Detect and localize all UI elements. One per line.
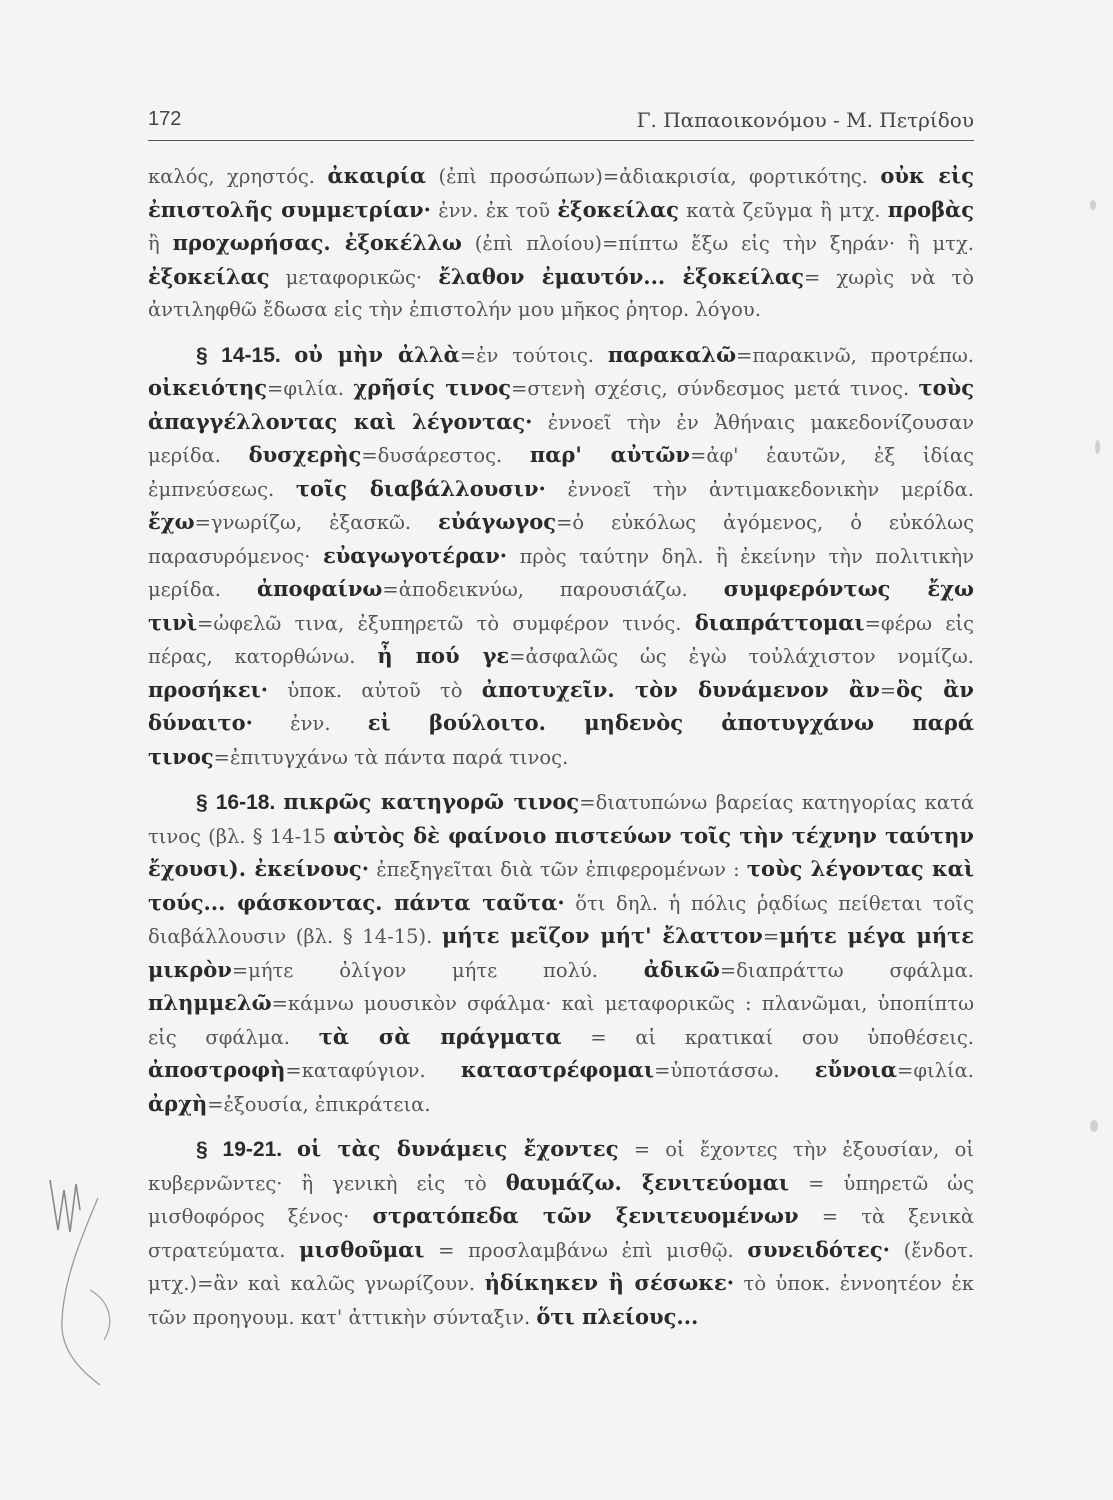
headword: θαυμάζω. ξενιτεύομαι	[505, 1169, 790, 1195]
gloss-text: =ὠφελῶ τινα, ἐξυπηρετῶ τὸ συμφέρον τινός.	[197, 611, 695, 635]
gloss-text: = ὑπηρετῶ ὡς μισθοφόρος ξένος·	[148, 1171, 974, 1228]
gloss-text: =καταφύγιον.	[285, 1059, 461, 1082]
headword: ἀδικῶ	[643, 956, 720, 982]
headword: ἠδίκηκεν ἢ σέσωκε·	[484, 1270, 735, 1295]
headword: ὅτι πλείους...	[536, 1303, 699, 1329]
gloss-text: =φιλία.	[267, 377, 354, 400]
headword: συμφερόντως ἔχω τινὶ	[148, 576, 974, 635]
gloss-text: =παρακινῶ, προτρέπω.	[736, 343, 974, 367]
section-reference: § 14-15.	[196, 343, 295, 367]
headword: προβὰς	[887, 196, 974, 222]
gloss-text: ἐννοεῖ τὴν ἀντιμακεδονικὴν μερίδα.	[545, 477, 974, 501]
paragraph-section-14-15	[148, 339, 974, 775]
gloss-text: =διαπράττω σφάλμα.	[719, 958, 974, 982]
headword: προσήκει·	[148, 676, 269, 702]
headword: τοὺς ἀπαγγέλλοντας καὶ λέγοντας·	[148, 375, 974, 434]
gloss-text: ὑποκ. αὐτοῦ τὸ	[268, 678, 482, 702]
gloss-text: ἐννοεῖ τὴν ἐν Ἀθήναις μακεδονίζουσαν μερίδα.	[148, 410, 975, 467]
headword: ἔλαθον ἐμαυτόν... ἐξοκείλας	[438, 263, 805, 289]
gloss-text: = οἱ ἔχοντες τὴν ἐξουσίαν, οἱ κυβερνῶντες· ἢ γενικὴ εἰς τὸ	[148, 1138, 974, 1195]
headword: μήτε μεῖζον μήτ' ἔλαττον	[442, 923, 763, 948]
gloss-text: ἐνν. ἐκ τοῦ	[430, 198, 558, 222]
scan-smudge	[1090, 200, 1096, 210]
headword: ἀρχὴ	[148, 1090, 208, 1116]
headword: οὐκ εἰς ἐπιστολῆς συμμετρίαν·	[148, 163, 974, 222]
headword: ἀποφαίνω	[256, 576, 383, 601]
gloss-text: κατὰ ζεῦγμα ἢ μτχ.	[678, 198, 888, 222]
headword: πλημμελῶ	[148, 990, 272, 1015]
gloss-text: = τὰ ξενικὰ στρατεύματα.	[148, 1205, 974, 1262]
headword: ἐξοκείλας	[148, 263, 270, 289]
gloss-text: (ἐπὶ πλοίου)=πίπτω ἔξω εἰς τὴν ξηράν· ἢ μτχ.	[461, 232, 974, 255]
headword: χρῆσίς τινος	[353, 375, 511, 400]
paragraph-section-19-21	[148, 1133, 974, 1334]
headword: τὰ σὰ πράγματα	[318, 1023, 562, 1049]
paragraph-1	[148, 160, 974, 327]
headword: οἰκειότης	[148, 375, 268, 400]
gloss-text: =διατυπώνω βαρείας κατηγορίας κατά τινος (βλ. § 14-15	[148, 791, 974, 848]
gloss-text: τὸ ὑποκ. ἐννοητέον ἐκ τῶν προηγουμ. κατ' ἀττικὴν σύνταξιν.	[148, 1272, 974, 1329]
headword: εὔνοια	[814, 1057, 897, 1082]
gloss-text: ἐπεξηγεῖται διὰ τῶν ἐπιφερομένων :	[369, 858, 747, 881]
gloss-text: μεταφορικῶς·	[269, 265, 439, 289]
commentary-body	[148, 160, 974, 1346]
headword: ἀποτυχεῖν. τὸν δυνάμενον ἂν	[481, 676, 880, 702]
headword: αὐτὸς δὲ φαίνοιο πιστεύων τοῖς τὴν τέχνην ταύτην ἔχουσι). ἐκείνους·	[148, 822, 974, 881]
gloss-text: = προσλαμβάνω ἐπὶ μισθῷ.	[424, 1238, 748, 1262]
headword: μήτε μέγα μήτε μικρὸν	[148, 923, 975, 982]
gloss-text: (ἔνδοτ. μτχ.)=ἂν καὶ καλῶς γνωρίζουν.	[148, 1238, 974, 1295]
section-reference: § 16-18.	[196, 791, 284, 814]
gloss-text: =	[762, 925, 780, 948]
headword: καταστρέφομαι	[460, 1057, 655, 1082]
running-head: Γ. Παπαοικονόμου - Μ. Πετρίδου	[636, 108, 974, 132]
headword: τοῖς διαβάλλουσιν·	[295, 475, 546, 501]
headword: ἐξοκείλας	[557, 196, 679, 222]
headword: συνειδότες·	[747, 1236, 890, 1262]
scan-smudge	[1095, 440, 1100, 454]
headword: προχωρήσας. ἐξοκέλλω	[172, 230, 462, 255]
section-reference: § 19-21.	[196, 1138, 297, 1161]
headword: δυσχερὴς	[248, 442, 362, 467]
headword: ἀκαιρία	[327, 163, 426, 188]
headword: διαπράττομαι	[694, 609, 865, 635]
headword: πικρῶς κατηγορῶ τινος	[283, 789, 580, 814]
gloss-text: πρὸς ταύτην δηλ. ἢ ἐκείνην τὴν πολιτικὴν μερίδα.	[148, 544, 974, 601]
gloss-text: ἐνν.	[252, 712, 368, 735]
gloss-text: =ὁ εὐκόλως ἀγόμενος, ὁ εὐκόλως παρασυρόμενος·	[148, 511, 974, 568]
gloss-text: =στενὴ σχέσις, σύνδεσμος μετά τινος.	[510, 377, 919, 400]
headword: ἔχω	[148, 509, 195, 534]
gloss-text: =φιλία.	[896, 1059, 974, 1082]
gloss-text: =	[879, 678, 897, 702]
gloss-text: =ἀσφαλῶς ὡς ἐγὼ τοὐλάχιστον νομίζω.	[509, 645, 975, 668]
scan-smudge	[1090, 1120, 1098, 1132]
headword: ὃς ἂν δύναιτο·	[148, 676, 974, 735]
headword: εὐάγωγος	[438, 509, 557, 534]
headword: ἀποστροφὴ	[148, 1057, 286, 1082]
gloss-text: =ἐξουσία, ἐπικράτεια.	[207, 1092, 431, 1116]
page-header	[148, 108, 974, 141]
gloss-text: =ἀποδεικνύω, παρουσιάζω.	[382, 578, 724, 601]
gloss-text: =ἀφ' ἑαυτῶν, ἐξ ἰδίας ἐμπνεύσεως.	[148, 444, 974, 501]
margin-pencil-sketch	[20, 1170, 140, 1400]
gloss-text: ἢ	[148, 232, 173, 255]
gloss-text: =μήτε ὀλίγον μήτε πολύ.	[231, 958, 644, 982]
gloss-text: =δυσάρεστος.	[361, 444, 530, 467]
headword: οὐ μὴν ἀλλὰ	[294, 341, 460, 367]
gloss-text: = χωρὶς νὰ τὸ ἀντιληφθῶ ἔδωσα εἰς τὴν ἐπιστολήν μου μῆκος ῥητορ. λόγου.	[148, 265, 975, 321]
gloss-text: = αἱ κρατικαί σου ὑποθέσεις.	[561, 1025, 974, 1049]
headword: μισθοῦμαι	[299, 1236, 425, 1262]
headword: ἦ πού γε	[377, 643, 510, 668]
gloss-text: =φέρω εἰς πέρας, κατορθώνω.	[148, 611, 975, 668]
page-number: 172	[148, 108, 182, 130]
paragraph-section-16-18	[148, 786, 974, 1121]
gloss-text: =κάμνω μουσικὸν σφάλμα· καὶ μεταφορικῶς : πλανῶμαι, ὑποπίπτω εἰς σφάλμα.	[148, 992, 974, 1049]
headword: εὐαγωγοτέραν·	[322, 542, 508, 568]
headword: παρ' αὐτῶν	[529, 442, 690, 467]
gloss-text: ὅτι δηλ. ἡ πόλις ῥᾳδίως πείθεται τοῖς διαβάλλουσιν (βλ. § 14-15).	[148, 891, 974, 948]
headword: οἱ τὰς δυνάμεις ἔχοντες	[296, 1136, 619, 1161]
gloss-text: =ἐν τούτοις.	[459, 343, 608, 367]
headword: στρατόπεδα τῶν ξενιτευομένων	[372, 1203, 799, 1228]
headword: παρακαλῶ	[607, 341, 737, 367]
gloss-text: =ὑποτάσσω.	[654, 1059, 815, 1082]
gloss-text: =γνωρίζω, ἐξασκῶ.	[194, 511, 439, 534]
gloss-text: (ἐπὶ προσώπων)=ἀδιακρισία, φορτικότης.	[425, 165, 881, 188]
gloss-text: =ἐπιτυγχάνω τὰ πάντα παρά τινος.	[213, 745, 569, 769]
headword: εἰ βούλοιτο. μηδενὸς ἀποτυγχάνω παρά τινος	[148, 710, 974, 769]
gloss-text: καλός, χρηστός.	[148, 165, 328, 188]
headword: τοὺς λέγοντας καὶ τούς... φάσκοντας. πάντα ταῦτα·	[148, 856, 975, 915]
